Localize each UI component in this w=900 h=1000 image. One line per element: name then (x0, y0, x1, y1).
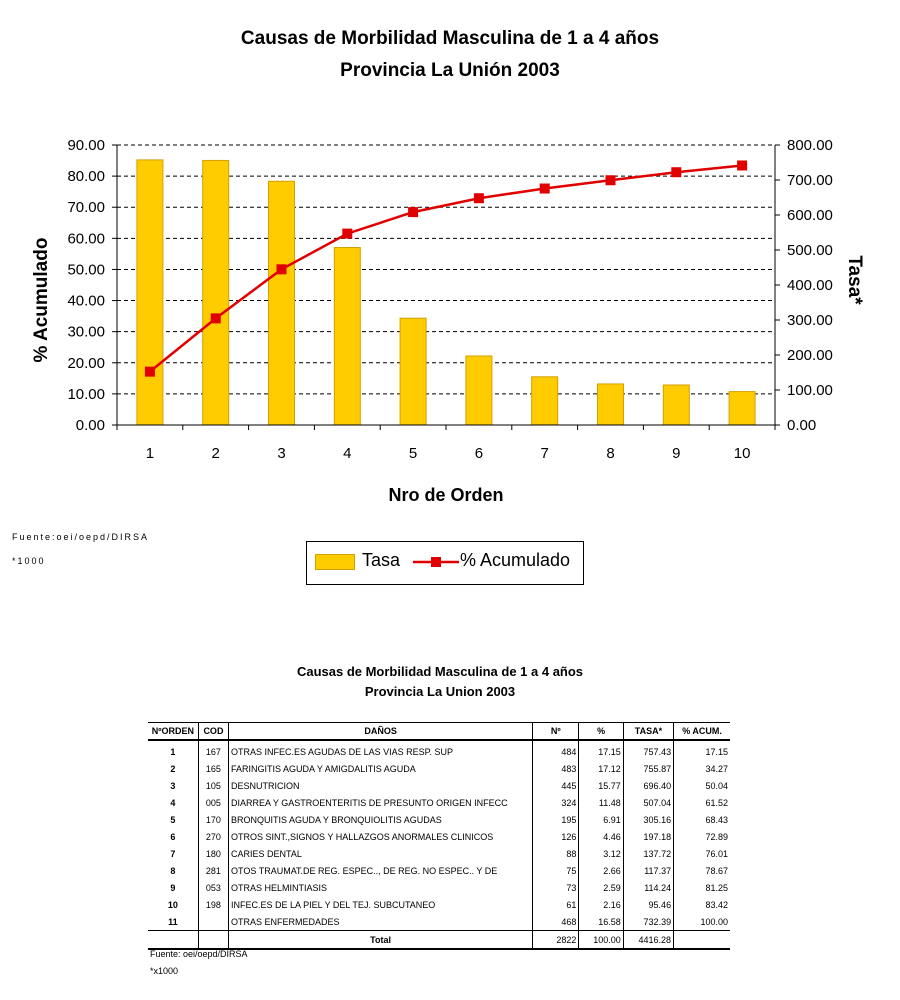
x-tick-label: 4 (343, 445, 352, 462)
table-cell: 757.43 (623, 740, 673, 760)
table-cell: 78.67 (674, 862, 730, 879)
table-cell: 2.66 (579, 862, 623, 879)
x-tick-label: 1 (145, 445, 155, 462)
header-tasa: TASA* (623, 723, 673, 741)
table-cell: OTROS SINT.,SIGNOS Y HALLAZGOS ANORMALES CLINICOS (229, 828, 533, 845)
table-cell: 95.46 (623, 896, 673, 913)
table-factor-note: *x1000 (150, 966, 179, 976)
table-cell: 114.24 (623, 879, 673, 896)
right-tick-label: 500.00 (787, 242, 833, 259)
x-tick-label: 9 (672, 445, 681, 462)
table-cell: 88 (533, 845, 579, 862)
table-cell: DESNUTRICION (229, 777, 533, 794)
right-tick-label: 0.00 (787, 417, 817, 434)
table-cell: 005 (198, 794, 228, 811)
header-acum: % ACUM. (674, 723, 730, 741)
table-cell: 6 (170, 831, 176, 842)
table-cell: 34.27 (674, 760, 730, 777)
right-tick-label: 800.00 (787, 137, 833, 154)
acumulado-point-3 (277, 264, 287, 274)
table-cell: 17.15 (579, 740, 623, 760)
table-cell: 75 (533, 862, 579, 879)
right-tick-label: 400.00 (787, 277, 833, 294)
table-cell: 68.43 (674, 811, 730, 828)
chart-legend (306, 541, 584, 585)
left-tick-label: 50.00 (67, 261, 105, 279)
table-cell: 100.00 (674, 913, 730, 931)
tasa-bar-5 (400, 318, 426, 425)
left-tick-label: 30.00 (67, 323, 105, 341)
left-tick-label: 40.00 (67, 292, 105, 310)
total-cell (198, 931, 228, 950)
table-row (148, 760, 730, 777)
table-cell: 197.18 (623, 828, 673, 845)
table-cell: 126 (533, 828, 579, 845)
table-cell: 195 (533, 811, 579, 828)
acumulado-point-10 (737, 160, 747, 170)
table-cell: OTRAS ENFERMEDADES (229, 913, 533, 931)
total-cell: 4416.28 (623, 931, 673, 950)
table-cell: 16.58 (579, 913, 623, 931)
x-tick-label: 5 (408, 445, 418, 462)
table-cell: 4 (170, 797, 176, 808)
chart-title: Causas de Morbilidad Masculina de 1 a 4 años (240, 28, 660, 49)
table-cell: 167 (198, 740, 228, 760)
table-cell: 10 (167, 899, 178, 910)
chart-subtitle: Provincia La Unión 2003 (340, 60, 560, 81)
table-cell: 15.77 (579, 777, 623, 794)
acumulado-point-7 (540, 184, 550, 194)
table-cell: 6.91 (579, 811, 623, 828)
table-cell: 9 (170, 882, 176, 893)
acumulado-point-8 (606, 175, 616, 185)
table-cell: 76.01 (674, 845, 730, 862)
table-cell: 281 (198, 862, 228, 879)
x-axis-title: Nro de Orden (388, 485, 504, 505)
x-tick-label: 6 (474, 445, 484, 462)
left-tick-label: 90.00 (67, 137, 105, 154)
tasa-bar-7 (532, 377, 558, 425)
tasa-bar-2 (203, 160, 229, 425)
table-cell: 324 (533, 794, 579, 811)
header-danos: DAÑOS (229, 723, 533, 741)
table-cell: 445 (533, 777, 579, 794)
table-cell: 483 (533, 760, 579, 777)
table-total-row (148, 931, 730, 950)
table-row (148, 913, 730, 931)
table-row (148, 740, 730, 760)
left-tick-label: 70.00 (67, 199, 105, 217)
right-tick-label: 700.00 (787, 172, 833, 189)
table-cell: OTRAS HELMINTIASIS (229, 879, 533, 896)
table-cell: 137.72 (623, 845, 673, 862)
table-cell: 72.89 (674, 828, 730, 845)
table-cell: 4.46 (579, 828, 623, 845)
table-row (148, 828, 730, 845)
left-tick-label: 0.00 (75, 417, 105, 434)
table-cell: 732.39 (623, 913, 673, 931)
x-tick-label: 7 (540, 445, 549, 462)
right-tick-label: 100.00 (787, 382, 833, 399)
table-cell: 1 (170, 746, 176, 757)
table-cell: 105 (198, 777, 228, 794)
right-tick-label: 200.00 (787, 347, 833, 364)
left-axis-title: % Acumulado (31, 237, 52, 363)
table-cell: 198 (198, 896, 228, 913)
table-cell: OTRAS INFEC.ES AGUDAS DE LAS VIAS RESP. SUP (229, 740, 533, 760)
table-cell: 507.04 (623, 794, 673, 811)
x-tick-label: 10 (733, 445, 751, 462)
legend-bar-label: Tasa (362, 550, 401, 570)
table-cell: 73 (533, 879, 579, 896)
table-cell: 3 (170, 780, 176, 791)
chart-source-note: Fuente:oei/oepd/DIRSA (12, 532, 150, 542)
table-cell (198, 913, 228, 931)
header-pct: % (579, 723, 623, 741)
acumulado-point-4 (342, 229, 352, 239)
table-source-note: Fuente: oei/oepd/DIRSA (150, 949, 248, 959)
table-cell: 270 (198, 828, 228, 845)
table-cell: 170 (198, 811, 228, 828)
acumulado-point-6 (474, 193, 484, 203)
table-cell: 755.87 (623, 760, 673, 777)
table-cell: 2 (170, 763, 176, 774)
right-tick-label: 600.00 (787, 207, 833, 224)
table-cell: 17.12 (579, 760, 623, 777)
table-cell: 61 (533, 896, 579, 913)
total-cell (148, 931, 198, 950)
morbidity-table (148, 722, 730, 950)
header-cod: COD (198, 723, 228, 741)
x-tick-label: 2 (211, 445, 220, 462)
table-row (148, 794, 730, 811)
table-row (148, 896, 730, 913)
tasa-bar-1 (137, 160, 163, 425)
table-cell: 305.16 (623, 811, 673, 828)
table-subtitle: Provincia La Union 2003 (364, 684, 516, 699)
left-tick-label: 80.00 (67, 168, 105, 186)
table-cell: CARIES DENTAL (229, 845, 533, 862)
header-n: Nº (533, 723, 579, 741)
total-cell: Total (229, 931, 533, 950)
header-orden: NºORDEN (148, 723, 198, 741)
table-row (148, 777, 730, 794)
table-cell: 053 (198, 879, 228, 896)
table-cell: 2.16 (579, 896, 623, 913)
left-tick-label: 20.00 (67, 354, 105, 372)
table-cell: 468 (533, 913, 579, 931)
right-axis-title: Tasa* (844, 255, 865, 305)
tasa-bar-6 (466, 356, 492, 425)
table-cell: 7 (170, 848, 176, 859)
table-cell: 165 (198, 760, 228, 777)
table-cell: 3.12 (579, 845, 623, 862)
table-cell: 117.37 (623, 862, 673, 879)
x-tick-label: 8 (606, 445, 615, 462)
table-row (148, 845, 730, 862)
acumulado-point-9 (671, 167, 681, 177)
chart-factor-note: *1000 (12, 556, 46, 566)
table-cell: 11.48 (579, 794, 623, 811)
legend-bar-swatch (315, 554, 355, 570)
table-row (148, 879, 730, 896)
tasa-bar-8 (598, 384, 624, 425)
table-cell: 5 (170, 814, 176, 825)
table-cell: 81.25 (674, 879, 730, 896)
x-tick-label: 3 (277, 445, 286, 462)
left-tick-label: 10.00 (67, 385, 105, 403)
legend-line-swatch (413, 550, 459, 574)
table-cell: DIARREA Y GASTROENTERITIS DE PRESUNTO ORIGEN INFECC (229, 794, 533, 811)
total-cell: 100.00 (579, 931, 623, 950)
table-cell: 2.59 (579, 879, 623, 896)
left-tick-label: 60.00 (67, 230, 105, 248)
table-cell: 83.42 (674, 896, 730, 913)
tasa-bar-4 (334, 248, 360, 425)
tasa-bar-9 (663, 385, 689, 425)
table-cell: 696.40 (623, 777, 673, 794)
table-cell: 17.15 (674, 740, 730, 760)
table-row (148, 811, 730, 828)
tasa-bar-10 (729, 392, 755, 425)
table-cell: 11 (168, 916, 178, 927)
table-title: Causas de Morbilidad Masculina de 1 a 4 años (296, 664, 584, 679)
legend-line-label: % Acumulado (460, 550, 571, 570)
acumulado-point-2 (211, 313, 221, 323)
total-cell: 2822 (533, 931, 579, 950)
table-cell: OTOS TRAUMAT.DE REG. ESPEC.., DE REG. NO ESPEC.. Y DE (229, 862, 533, 879)
tasa-bar-3 (269, 181, 295, 425)
acumulado-point-5 (408, 207, 418, 217)
table-cell: 180 (198, 845, 228, 862)
table-row (148, 862, 730, 879)
table-cell: INFEC.ES DE LA PIEL Y DEL TEJ. SUBCUTANEO (229, 896, 533, 913)
table-cell: 61.52 (674, 794, 730, 811)
acumulado-point-1 (145, 367, 155, 377)
table-cell: 50.04 (674, 777, 730, 794)
table-cell: BRONQUITIS AGUDA Y BRONQUIOLITIS AGUDAS (229, 811, 533, 828)
table-header-row (148, 723, 730, 741)
table-cell: FARINGITIS AGUDA Y AMIGDALITIS AGUDA (229, 760, 533, 777)
table-cell: 484 (533, 740, 579, 760)
acumulado-line (150, 165, 742, 371)
total-cell (674, 931, 730, 950)
table-cell: 8 (170, 865, 176, 876)
right-tick-label: 300.00 (787, 312, 833, 329)
